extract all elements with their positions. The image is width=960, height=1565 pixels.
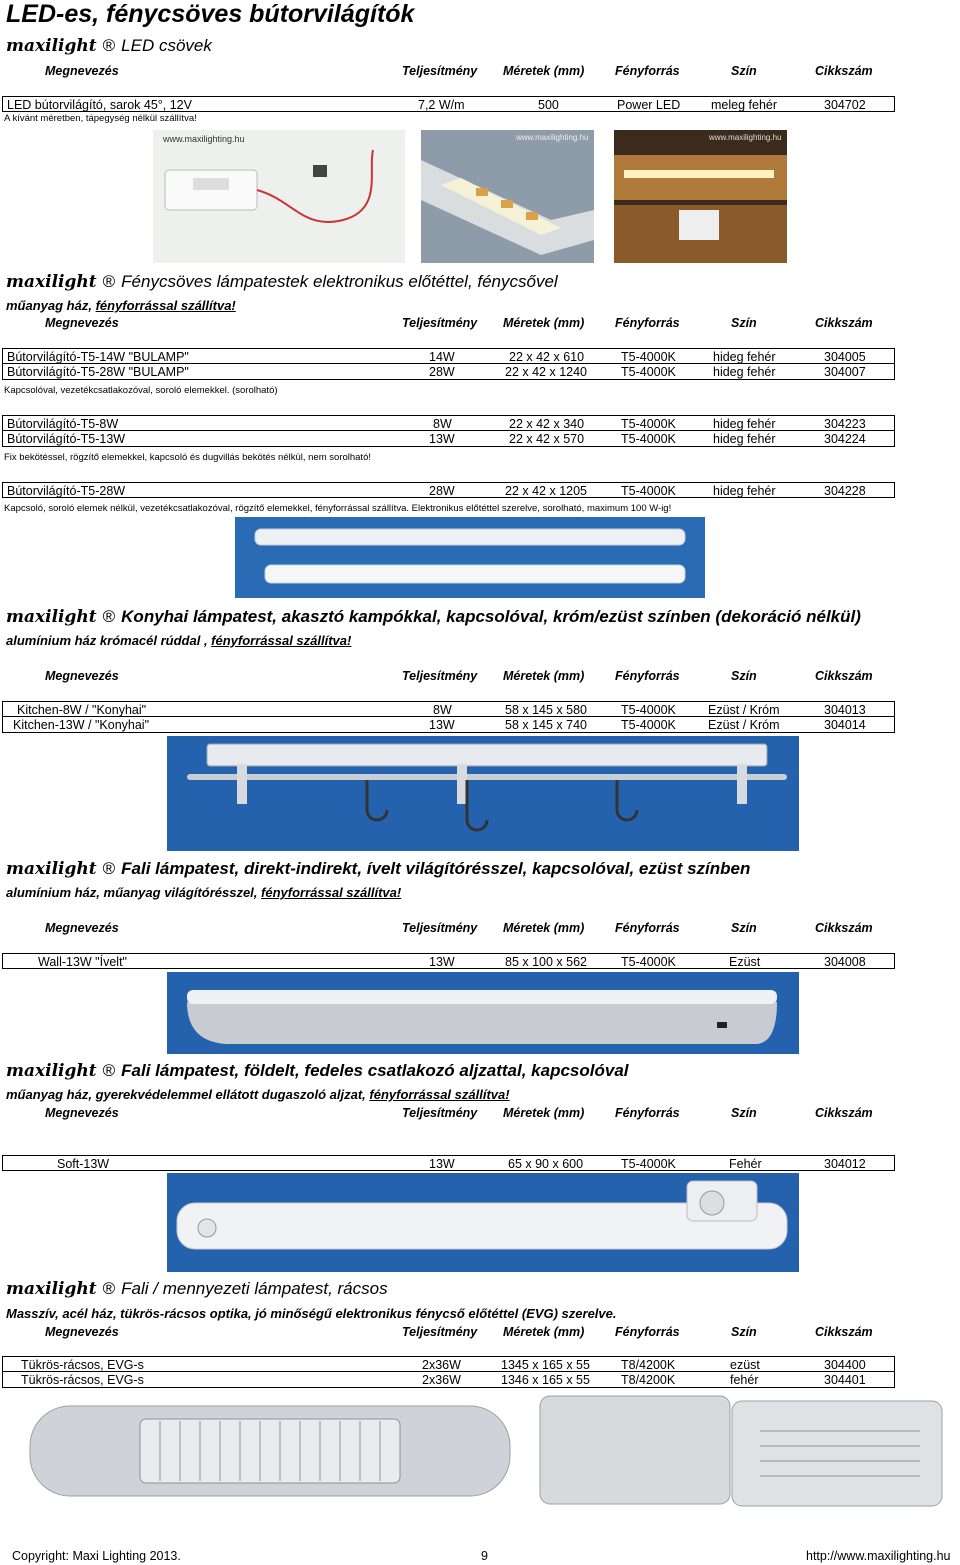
bulamp-photo bbox=[235, 517, 705, 598]
led-profile-photo bbox=[421, 130, 594, 263]
kitchen-lamp-illustration bbox=[167, 736, 799, 851]
section-heading-kitchen: maxilight ® Konyhai lámpatest, akasztó kampókkal, kapcsolóval, króm/ezüst színben (dekoráció nélkül) bbox=[6, 607, 861, 627]
section-subtitle: Masszív, acél ház, tükrös-rácsos optika, jó minőségű elektronikus fénycső előtéttel (EVG) szerelve. bbox=[6, 1306, 617, 1321]
kitchen-lamp-photo bbox=[167, 736, 799, 851]
brand-logo: maxilight bbox=[6, 36, 97, 56]
table-header: Megnevezés Teljesítmény Méretek (mm) Fényforrás Szín Cikkszám bbox=[45, 64, 873, 78]
table-row: Bútorvilágító-T5-13W 13W 22 x 42 x 570 T5-4000K hideg fehér 304224 bbox=[2, 431, 895, 447]
table-row: Tükrös-rácsos, EVG-s 2x36W 1346 x 165 x 55 T8/4200K fehér 304401 bbox=[2, 1372, 895, 1388]
page-title: LED-es, fénycsöves bútorvilágítók bbox=[6, 0, 415, 28]
table-row: Tükrös-rácsos, EVG-s 2x36W 1345 x 165 x 55 T8/4200K ezüst 304400 bbox=[2, 1356, 895, 1372]
table-row: Bútorvilágító-T5-28W "BULAMP" 28W 22 x 42 x 1240 T5-4000K hideg fehér 304007 bbox=[2, 364, 895, 380]
registered-mark: ® bbox=[102, 36, 116, 55]
grid-lamp-photo bbox=[20, 1391, 948, 1510]
table-header: Megnevezés Teljesítmény Méretek (mm) Fényforrás Szín Cikkszám bbox=[45, 669, 873, 683]
table-row: LED bútorvilágító, sarok 45°, 12V 7,2 W/m 500 Power LED meleg fehér 304702 bbox=[2, 96, 895, 112]
table-row: Kitchen-13W / "Konyhai" 13W 58 x 145 x 740 T5-4000K Ezüst / Króm 304014 bbox=[2, 717, 895, 733]
section-heading-wall-curved: maxilight ® Fali lámpatest, direkt-indirekt, ívelt világítórésszel, kapcsolóval, ezüst színben bbox=[6, 859, 751, 879]
led-installed-illustration bbox=[614, 130, 787, 263]
section-subtitle: műanyag ház, fényforrással szállítva! bbox=[6, 298, 236, 313]
wall-curved-lamp-illustration bbox=[167, 972, 799, 1054]
section-heading-led: maxilight ® LED csövek bbox=[6, 36, 212, 56]
note: Fix bekötéssel, rögzítő elemekkel, kapcsoló és dugvillás bekötés nélkül, nem sorolható! bbox=[4, 452, 371, 463]
led-installed-photo bbox=[614, 130, 787, 263]
bulamp-illustration bbox=[235, 517, 705, 598]
section-heading-grid: maxilight ® Fali / mennyezeti lámpatest, rácsos bbox=[6, 1279, 388, 1299]
section-heading-fluorescent: maxilight ® Fénycsöves lámpatestek elektronikus előtéttel, fénycsővel bbox=[6, 272, 558, 292]
led-driver-illustration bbox=[153, 130, 405, 263]
table-header: Megnevezés Teljesítmény Méretek (mm) Fényforrás Szín Cikkszám bbox=[45, 921, 873, 935]
note: Kapcsoló, soroló elemek nélkül, vezetékcsatlakozóval, rögzítő elemekkel, fényforrással szállítva. Elektronikus előtéttel szerelve, sorolható, maximum 100 W-ig! bbox=[4, 503, 672, 514]
table-row: Bútorvilágító-T5-14W "BULAMP" 14W 22 x 42 x 610 T5-4000K hideg fehér 304005 bbox=[2, 348, 895, 364]
section-subtitle: alumínium ház krómacél rúddal , fényforrással szállítva! bbox=[6, 633, 352, 648]
table-header: Megnevezés Teljesítmény Méretek (mm) Fényforrás Szín Cikkszám bbox=[45, 1106, 873, 1120]
note: Kapcsolóval, vezetékcsatlakozóval, soroló elemekkel. (sorolható) bbox=[4, 385, 278, 396]
table-row: Soft-13W 13W 65 x 90 x 600 T5-4000K Fehér 304012 bbox=[2, 1155, 895, 1171]
section-heading-wall-socket: maxilight ® Fali lámpatest, földelt, fedeles csatlakozó aljzattal, kapcsolóval bbox=[6, 1061, 629, 1081]
table-row: Kitchen-8W / "Konyhai" 8W 58 x 145 x 580 T5-4000K Ezüst / Króm 304013 bbox=[2, 701, 895, 717]
page-number: 9 bbox=[481, 1549, 488, 1563]
led-profile-illustration bbox=[421, 130, 594, 263]
table-row: Wall-13W "Ívelt" 13W 85 x 100 x 562 T5-4000K Ezüst 304008 bbox=[2, 953, 895, 969]
table-header: Megnevezés Teljesítmény Méretek (mm) Fényforrás Szín Cikkszám bbox=[45, 316, 873, 330]
svg-text:www.maxilighting.hu: www.maxilighting.hu bbox=[516, 133, 589, 142]
table-header: Megnevezés Teljesítmény Méretek (mm) Fényforrás Szín Cikkszám bbox=[45, 1325, 873, 1339]
section-subtitle: alumínium ház, műanyag világítórésszel, fényforrással szállítva! bbox=[6, 885, 402, 900]
svg-text:www.maxilighting.hu: www.maxilighting.hu bbox=[163, 134, 245, 144]
led-driver-photo bbox=[153, 130, 405, 263]
grid-lamp-illustration bbox=[20, 1391, 948, 1510]
wall-socket-lamp-photo bbox=[167, 1173, 799, 1272]
table-row: Bútorvilágító-T5-28W 28W 22 x 42 x 1205 T5-4000K hideg fehér 304228 bbox=[2, 482, 895, 498]
wall-socket-lamp-illustration bbox=[167, 1173, 799, 1272]
svg-text:www.maxilighting.hu: www.maxilighting.hu bbox=[709, 133, 782, 142]
footer-copyright: Copyright: Maxi Lighting 2013. bbox=[12, 1549, 181, 1563]
table-row: Bútorvilágító-T5-8W 8W 22 x 42 x 340 T5-4000K hideg fehér 304223 bbox=[2, 415, 895, 431]
wall-curved-lamp-photo bbox=[167, 972, 799, 1054]
section-subtitle: műanyag ház, gyerekvédelemmel ellátott dugaszoló aljzat, fényforrással szállítva! bbox=[6, 1087, 510, 1102]
note: A kívánt méretben, tápegység nélkül szállítva! bbox=[4, 113, 197, 124]
footer-url[interactable]: http://www.maxilighting.hu bbox=[806, 1549, 951, 1563]
